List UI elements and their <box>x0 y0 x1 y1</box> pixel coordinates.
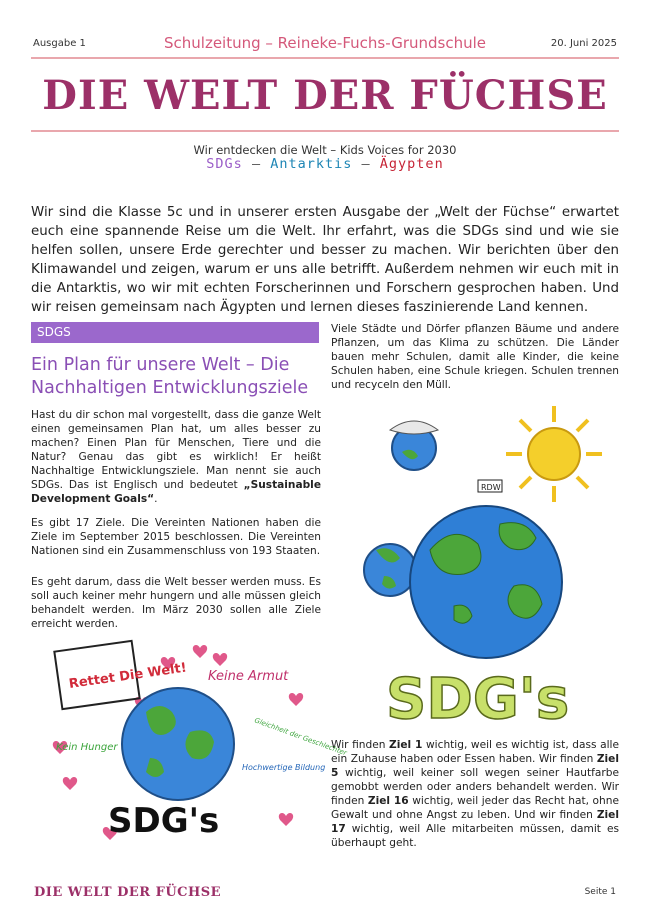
text-span: Wir finden <box>331 739 390 751</box>
topic-line <box>31 156 619 172</box>
sdg-drawing-right <box>354 400 610 730</box>
masthead-divider <box>31 130 619 132</box>
sun-icon <box>506 406 602 502</box>
ice-cap-shape <box>390 421 438 434</box>
left-paragraph-2: Es gibt 17 Ziele. Die Vereinten Nationen haben die Ziele im September 2015 beschlossen. Die Vereinten Nationen sind ein Zusammenschluss von 193 Staaten. <box>31 517 321 557</box>
topic-antarktis: Antarktis <box>270 156 353 172</box>
text-span: Hast du dir schon mal vorgestellt, dass die ganze Welt einen gemeinsamen Plan hat, um alles besser zu machen? Einen Plan für Menschen, Tiere und die Natur? Genau das gibt es wirklich! Er heißt Nachhaltige Entwicklungsziele. Man nennt sie auch SDGs. Das ist Englisch und bedeutet <box>31 409 321 491</box>
globe-icon <box>122 688 234 800</box>
right-paragraph-1: Viele Städte und Dörfer pflanzen Bäume und andere Pflanzen, um das Klima zu schützen. Die Länder bauen mehr Schulen, damit alle Kinder, die keine Schulen haben, eine Schule kriegen. Schulen trennen und recyceln den Müll. <box>331 323 619 391</box>
top-bar <box>31 32 619 58</box>
text-span: . <box>154 493 158 505</box>
sdg-drawing-left <box>50 640 348 841</box>
text-span: wichtig, weil Alle mitarbeiten müssen, damit es überhaupt geht. <box>331 823 619 849</box>
topic-separator: – <box>251 156 262 172</box>
section-label-sdgs: SDGS <box>31 322 319 343</box>
text-span: wichtig, weil es wichtig ist, dass alle ein Zuhause haben oder Essen haben. Wir finden <box>331 739 619 765</box>
right-paragraph-2 <box>331 738 619 850</box>
goal-5-label: Ziel 5 <box>331 753 619 779</box>
goal-1-label: Ziel 1 <box>389 739 423 751</box>
issue-label: Ausgabe 1 <box>33 38 86 49</box>
issue-date: 20. Juni 2025 <box>550 38 617 49</box>
left-paragraph-3: Es geht darum, dass die Welt besser werden muss. Es soll auch keiner mehr hungern und alle müssen gleich behandelt werden. Im März 2030 sollen alle Ziele erreicht werden. <box>31 576 321 630</box>
masthead-title: DIE WELT DER FÜCHSE <box>42 72 608 119</box>
kein-hunger-label: Kein Hunger <box>56 742 118 753</box>
keine-armut-label: Keine Armut <box>208 669 289 684</box>
sdgs-drawing-text: SDG's <box>108 801 220 841</box>
topic-aegypten: Ägypten <box>379 156 444 172</box>
footer-title: DIE WELT DER FÜCHSE <box>34 885 222 900</box>
topic-separator: – <box>361 156 371 172</box>
subtitle: Wir entdecken die Welt – Kids Voices for 2030 <box>193 143 457 157</box>
gleichheit-label: Gleichheit der Geschlechter <box>253 716 348 758</box>
topic-sdgs: SDGs <box>206 156 243 172</box>
sign-text: Rettet Die Welt! <box>68 660 188 692</box>
bold-term: „Sustainable Development Goals“ <box>31 479 321 505</box>
goal-16-label: Ziel 16 <box>367 795 409 807</box>
bildung-label: Hochwertige Bildung <box>242 763 326 772</box>
intro-paragraph: Wir sind die Klasse 5c und in unserer ersten Ausgabe der „Welt der Füchse“ erwartet euch eine spannende Reise um die Welt. Ihr erfahrt, was die SDGs sind und wie sie helfen sollen, unsere Erde gerechter und besser zu machen. Wir berichten über den Klimawandel und zeigen, warum er uns alle betrifft. Außerdem nehmen wir euch mit in die Antarktis, wo wir mit echten Forscherinnen und Forschern gesprochen haben. Und wir reisen gemeinsam nach Ägypten und lernen dieses faszinierende Land kennen. <box>31 205 619 315</box>
rdw-text: RDW <box>481 483 501 492</box>
left-paragraph-1 <box>31 408 321 506</box>
school-name: Schulzeitung – Reineke-Fuchs-Grundschule <box>164 34 486 52</box>
text-span: wichtig, weil jeder das Recht hat, ohne Gewalt und ohne Angst zu leben. Und wir finden <box>331 795 619 821</box>
sdgs-drawing-text: SDG's <box>386 667 570 732</box>
page-number: Seite 1 <box>584 887 616 897</box>
article-headline: Ein Plan für unsere Welt – Die Nachhaltigen Entwicklungsziele <box>31 355 309 398</box>
top-divider <box>31 57 619 59</box>
text-span: wichtig, weil keiner soll wegen seiner Hautfarbe gemobbt werden oder anders behandelt werden. Wir finden <box>331 767 619 807</box>
goal-17-label: Ziel 17 <box>331 809 619 835</box>
big-globe-icon <box>410 506 562 658</box>
